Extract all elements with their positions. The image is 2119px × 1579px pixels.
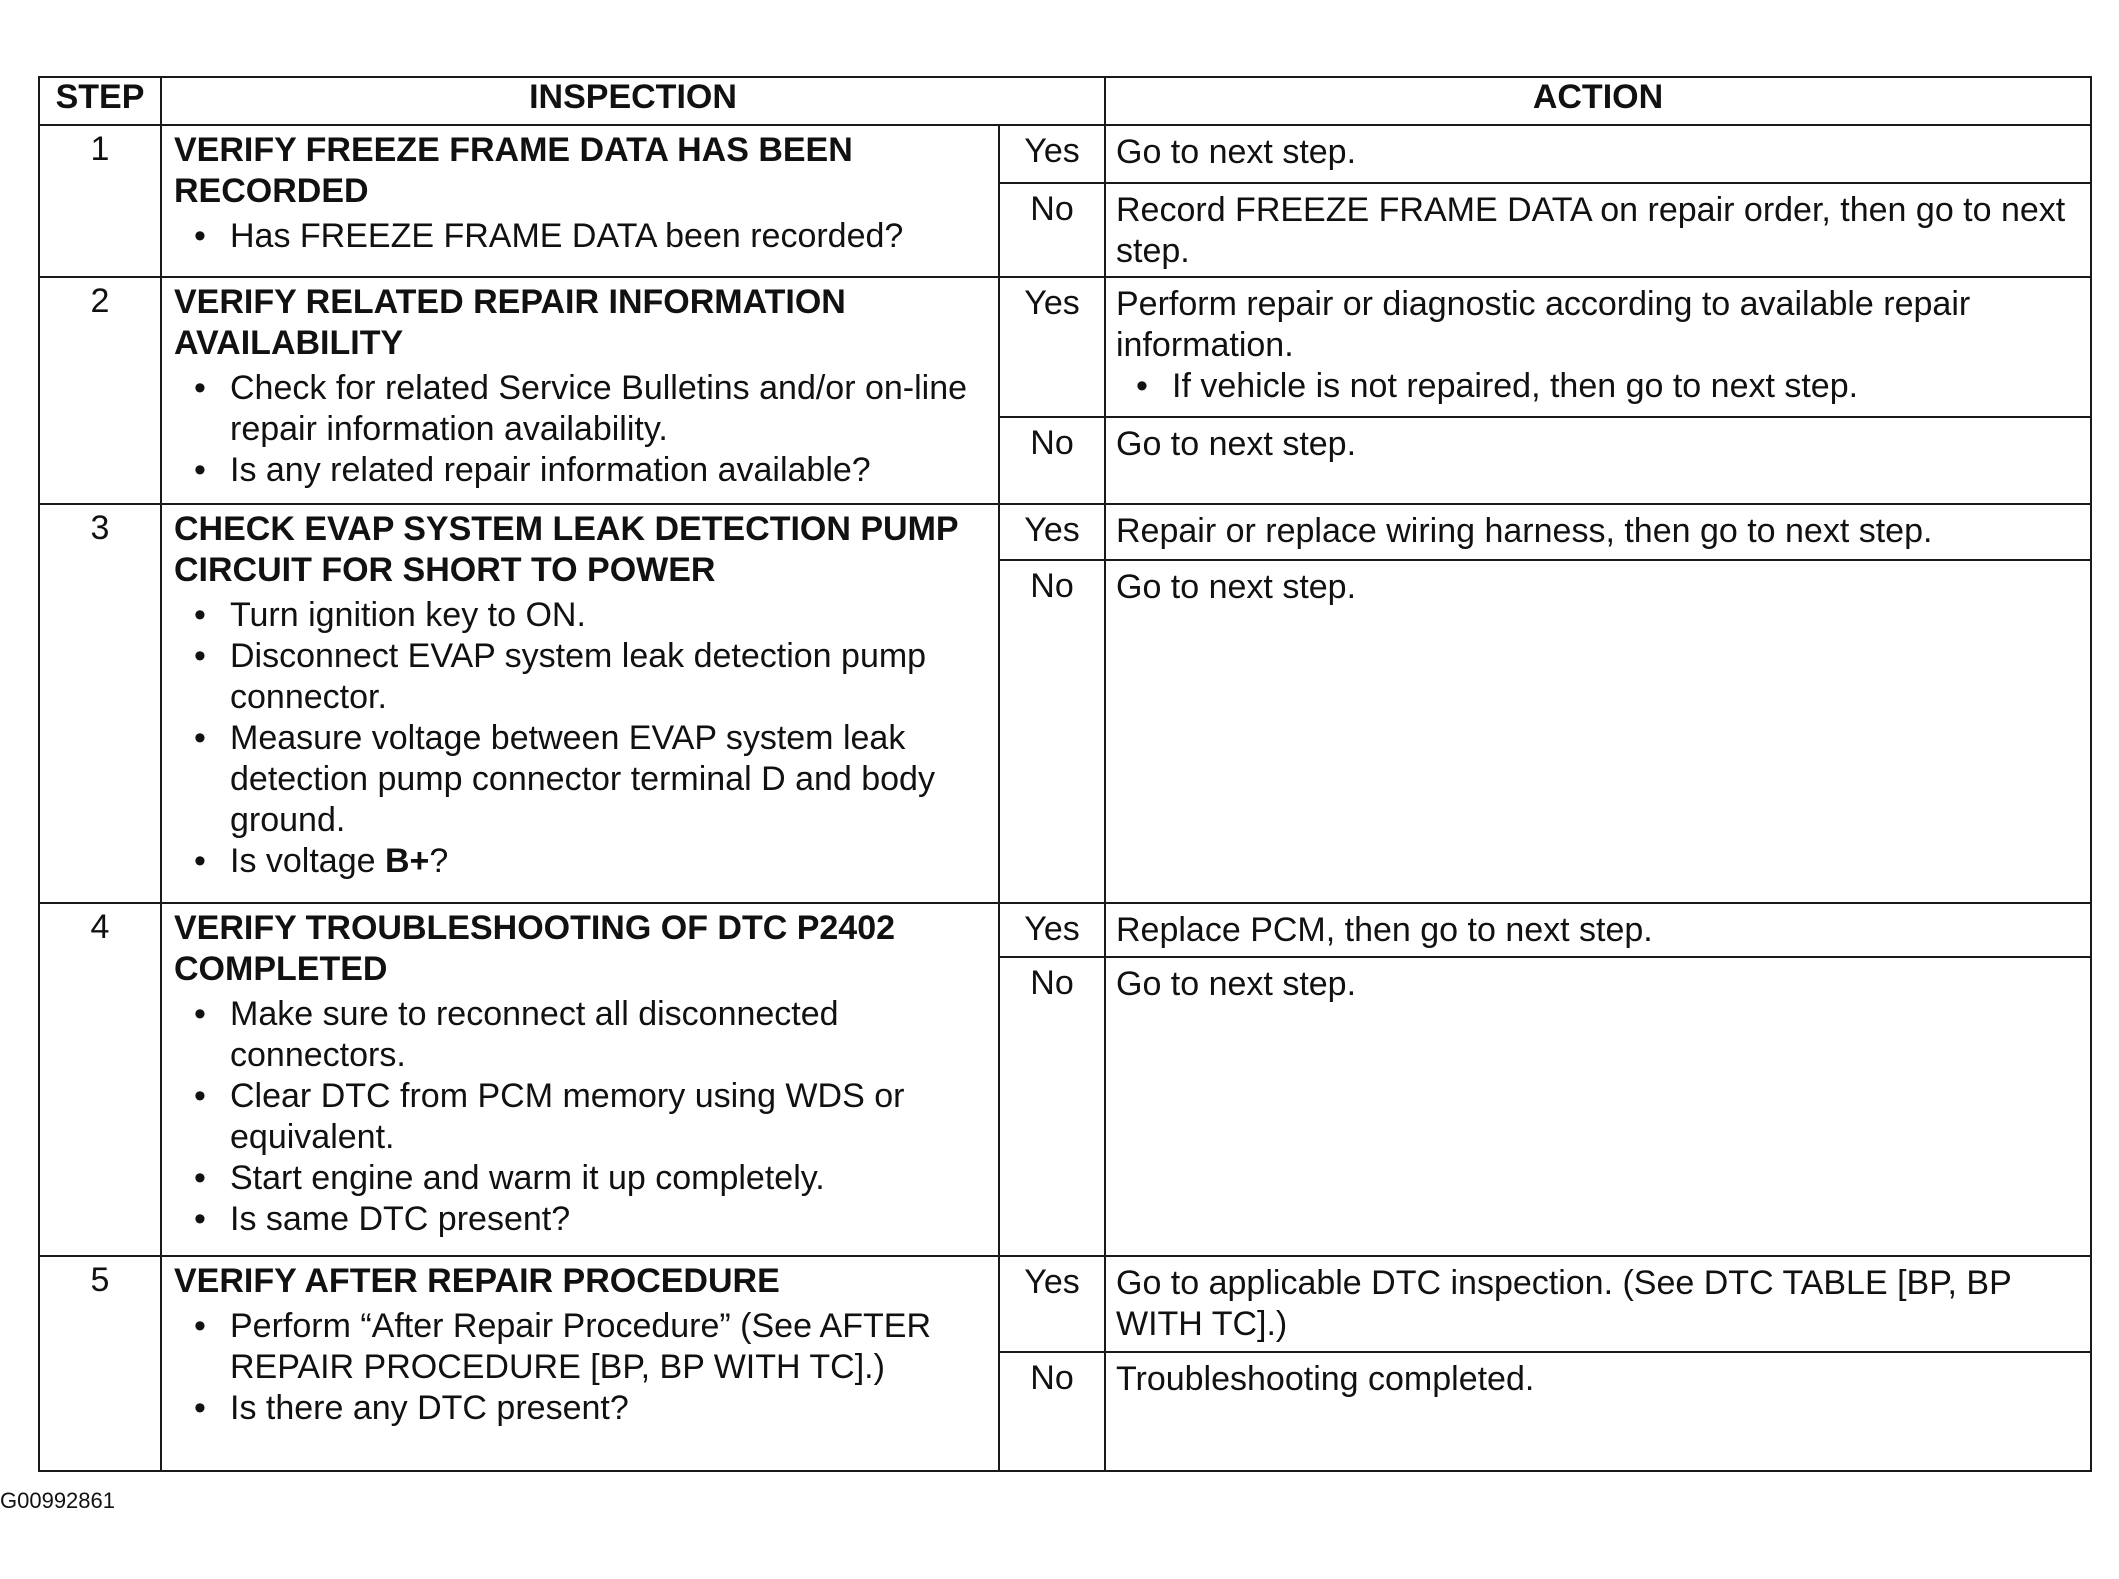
step-number: 2	[39, 277, 161, 504]
list-item: • Turn ignition key to ON.	[194, 596, 586, 634]
diagnostic-procedure-table	[38, 76, 2092, 1472]
yes-label: Yes	[999, 125, 1105, 183]
bullet-icon: •	[194, 842, 206, 880]
no-action: Record FREEZE FRAME DATA on repair order, then go to next step.	[1105, 183, 2091, 277]
bullet-icon: •	[194, 1077, 206, 1115]
inspection-cell	[161, 125, 999, 277]
inspection-title: VERIFY TROUBLESHOOTING OF DTC P2402 COMPLETED	[174, 909, 896, 988]
table-row	[39, 125, 2091, 183]
inspection-bullets	[174, 216, 988, 257]
no-label: No	[999, 957, 1105, 1256]
list-item: • Make sure to reconnect all disconnected connectors.	[194, 995, 839, 1074]
inspection-cell	[161, 504, 999, 903]
bullet-icon: •	[194, 1389, 206, 1427]
table-row	[39, 504, 2091, 560]
list-item: • If vehicle is not repaired, then go to next step.	[1136, 367, 1859, 405]
bullet-icon: •	[194, 1307, 206, 1345]
header-action: ACTION	[1105, 77, 2091, 125]
list-item: • Check for related Service Bulletins and/or on-line repair information availability.	[194, 369, 968, 448]
inspection-title: CHECK EVAP SYSTEM LEAK DETECTION PUMP CIRCUIT FOR SHORT TO POWER	[174, 510, 958, 589]
list-item: • Has FREEZE FRAME DATA been recorded?	[194, 217, 904, 255]
yes-label: Yes	[999, 1256, 1105, 1352]
table-header-row	[39, 77, 2091, 125]
bullet-icon: •	[1136, 367, 1148, 405]
bullet-icon: •	[194, 1200, 206, 1238]
step-number: 1	[39, 125, 161, 277]
list-item: • Is voltage B+?	[194, 842, 449, 880]
no-action: Go to next step.	[1105, 957, 2091, 1256]
no-label: No	[999, 560, 1105, 903]
no-action: Go to next step.	[1105, 417, 2091, 504]
figure-id: G00992861	[0, 1488, 115, 1513]
inspection-cell	[161, 903, 999, 1256]
voltage-value: B+	[384, 842, 430, 880]
bullet-icon: •	[194, 217, 206, 255]
list-item: • Start engine and warm it up completely.	[194, 1159, 825, 1197]
yes-label: Yes	[999, 277, 1105, 417]
yes-label: Yes	[999, 504, 1105, 560]
bullet-icon: •	[194, 451, 206, 489]
bullet-icon: •	[194, 369, 206, 407]
yes-action: Repair or replace wiring harness, then go to next step.	[1105, 504, 2091, 560]
inspection-title: VERIFY RELATED REPAIR INFORMATION AVAILABILITY	[174, 283, 846, 362]
list-item: • Measure voltage between EVAP system leak detection pump connector terminal D and body ground.	[194, 719, 935, 839]
list-item: • Is there any DTC present?	[194, 1389, 629, 1427]
inspection-bullets	[174, 1306, 988, 1429]
yes-action: Go to next step.	[1105, 125, 2091, 183]
table-row	[39, 1256, 2091, 1352]
inspection-title: VERIFY FREEZE FRAME DATA HAS BEEN RECORDED	[174, 131, 853, 210]
bullet-icon: •	[194, 1159, 206, 1197]
inspection-bullets	[174, 368, 988, 491]
yes-label: Yes	[999, 903, 1105, 957]
step-number: 4	[39, 903, 161, 1256]
step-number: 3	[39, 504, 161, 903]
yes-action: Go to applicable DTC inspection. (See DTC TABLE [BP, BP WITH TC].)	[1105, 1256, 2091, 1352]
no-action: Go to next step.	[1105, 560, 2091, 903]
no-label: No	[999, 1352, 1105, 1471]
no-label: No	[999, 183, 1105, 277]
list-item: • Clear DTC from PCM memory using WDS or equivalent.	[194, 1077, 905, 1156]
bullet-icon: •	[194, 596, 206, 634]
bullet-icon: •	[194, 995, 206, 1033]
list-item: • Is any related repair information available?	[194, 451, 871, 489]
yes-action: Perform repair or diagnostic according to available repair information.	[1116, 285, 1971, 364]
header-step: STEP	[39, 77, 161, 125]
header-inspection: INSPECTION	[161, 77, 1105, 125]
yes-action: Replace PCM, then go to next step.	[1105, 903, 2091, 957]
inspection-cell	[161, 1256, 999, 1471]
bullet-icon: •	[194, 637, 206, 675]
list-item: • Disconnect EVAP system leak detection pump connector.	[194, 637, 927, 716]
inspection-bullets	[174, 595, 988, 882]
table-row	[39, 903, 2091, 957]
no-action: Troubleshooting completed.	[1105, 1352, 2091, 1471]
step-number: 5	[39, 1256, 161, 1471]
action-bullets	[1116, 366, 2082, 407]
inspection-bullets	[174, 994, 988, 1240]
inspection-title: VERIFY AFTER REPAIR PROCEDURE	[174, 1262, 780, 1300]
bullet-icon: •	[194, 719, 206, 757]
no-label: No	[999, 417, 1105, 504]
list-item: • Is same DTC present?	[194, 1200, 571, 1238]
table-row	[39, 277, 2091, 417]
inspection-cell	[161, 277, 999, 504]
yes-action-cell	[1105, 277, 2091, 417]
list-item: • Perform “After Repair Procedure” (See AFTER REPAIR PROCEDURE [BP, BP WITH TC].)	[194, 1307, 932, 1386]
